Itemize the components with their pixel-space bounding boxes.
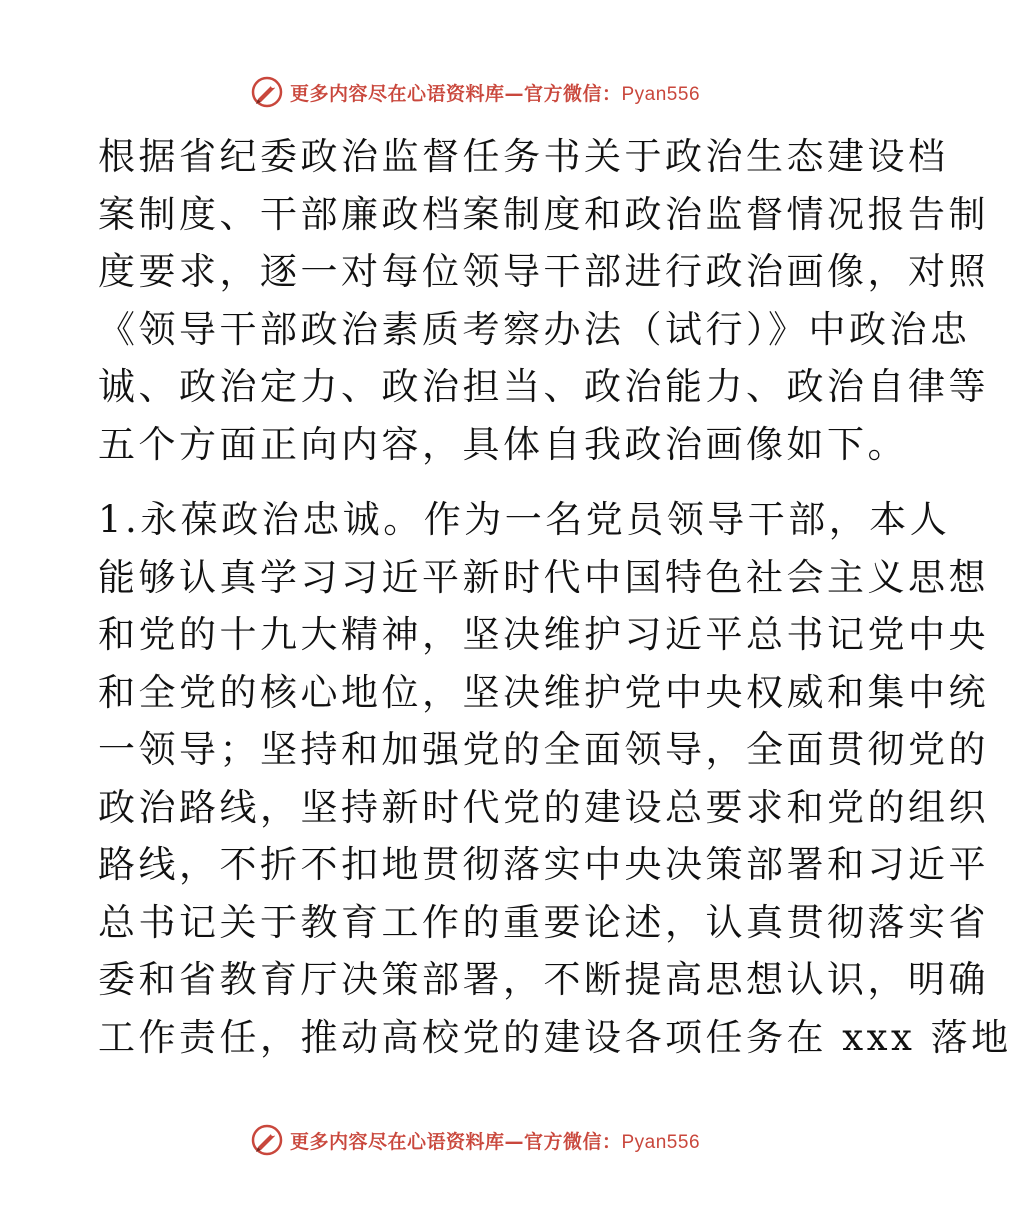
pen-logo-icon [250, 75, 284, 109]
document-body [98, 128, 1012, 1066]
text-line: 1.永葆政治忠诚。作为一名党员领导干部，本人 [98, 498, 951, 541]
text-line: 政治路线，坚持新时代党的建设总要求和党的组织 [98, 785, 989, 829]
paragraph-political-loyalty [98, 491, 1012, 1066]
text-line: 总书记关于教育工作的重要论述，认真贯彻落实省 [98, 900, 989, 944]
text-line: 工作责任，推动高校党的建设各项任务在 xxx 落地 [98, 1015, 1012, 1059]
header-brand: Pyan556 [621, 83, 701, 105]
text-line: 诚、政治定力、政治担当、政治能力、政治自律等 [98, 365, 989, 408]
footer-banner [0, 1120, 950, 1160]
text-line: 路线，不折不扣地贯彻落实中央决策部署和习近平 [98, 843, 989, 886]
footer-text: 更多内容尽在心语资料库—官方微信： [289, 1130, 622, 1153]
header-banner [0, 72, 950, 112]
paragraph-intro [98, 128, 989, 473]
pen-logo-icon [250, 1123, 284, 1157]
text-line: 能够认真学习习近平新时代中国特色社会主义思想 [98, 555, 989, 599]
text-line: 《领导干部政治素质考察办法（试行）》中政治忠 [98, 307, 971, 351]
text-line: 和全党的核心地位，坚决维护党中央权威和集中统 [98, 670, 989, 714]
text-line: 五个方面正向内容，具体自我政治画像如下。 [98, 422, 908, 466]
text-line: 根据省纪委政治监督任务书关于政治生态建设档 [98, 135, 949, 178]
text-line: 和党的十九大精神，坚决维护习近平总书记党中央 [98, 613, 989, 656]
text-line: 案制度、干部廉政档案制度和政治监督情况报告制 [98, 192, 989, 236]
text-line: 一领导；坚持和加强党的全面领导，全面贯彻党的 [98, 728, 989, 771]
footer-banner-text [290, 1127, 700, 1154]
text-line: 委和省教育厅决策部署，不断提高思想认识，明确 [98, 958, 989, 1001]
header-text: 更多内容尽在心语资料库—官方微信： [289, 82, 622, 105]
text-line: 度要求，逐一对每位领导干部进行政治画像，对照 [98, 250, 989, 293]
footer-brand: Pyan556 [621, 1131, 701, 1153]
header-banner-text [290, 79, 700, 106]
